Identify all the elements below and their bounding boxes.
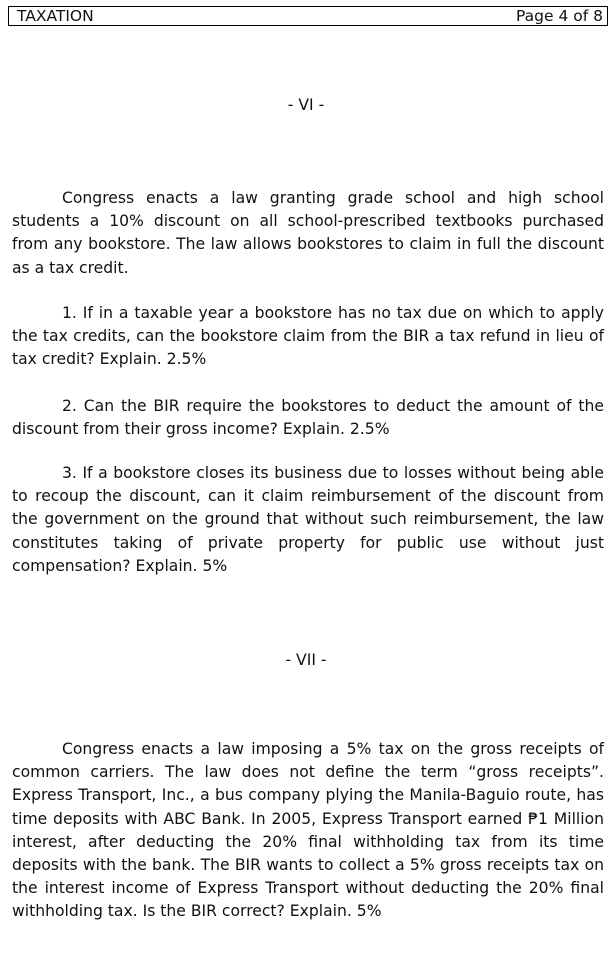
page-number: Page 4 of 8 [516,7,603,25]
section-vi-intro: Congress enacts a law granting grade school and high school students a 10% discount on all school-prescribed textbooks purchased from any bookstore. The law allows bookstores to claim in full the discount as a tax credit. [12,189,604,277]
question-2: 2. Can the BIR require the bookstores to deduct the amount of the discount from their gross income? Explain. 2.5% [12,397,604,439]
section-heading-vii: - VII - [285,651,327,669]
question-1: 1. If in a taxable year a bookstore has no tax due on which to apply the tax credits, can the bookstore claim from the BIR a tax refund in lieu of tax credit? Explain. 2.5% [12,304,604,369]
section-vii-body: Congress enacts a law imposing a 5% tax on the gross receipts of common carriers. The law does not define the term “gross receipts”. Express Transport, Inc., a bus company plying the Manila-Baguio route, has time deposits with ABC Bank. In 2005, Express Transport earned ₱1 Million interest, after deducting the 20% final withholding tax from its time deposits with the bank. The BIR wants to collect a 5% gross receipts tax on the interest income of Express Transport without deducting the 20% final withholding tax. Is the BIR correct? Explain. 5% [12,740,604,921]
section-heading-vi: - VI - [287,96,325,114]
question-3: 3. If a bookstore closes its business due to losses without being able to recoup the discount, can it claim reimbursement of the discount from the government on the ground that without such reimbursement, the law constitutes taking of private property for public use without just compensation? Explain. 5% [12,464,604,575]
header-title: TAXATION [17,7,94,25]
page-header [8,6,608,26]
